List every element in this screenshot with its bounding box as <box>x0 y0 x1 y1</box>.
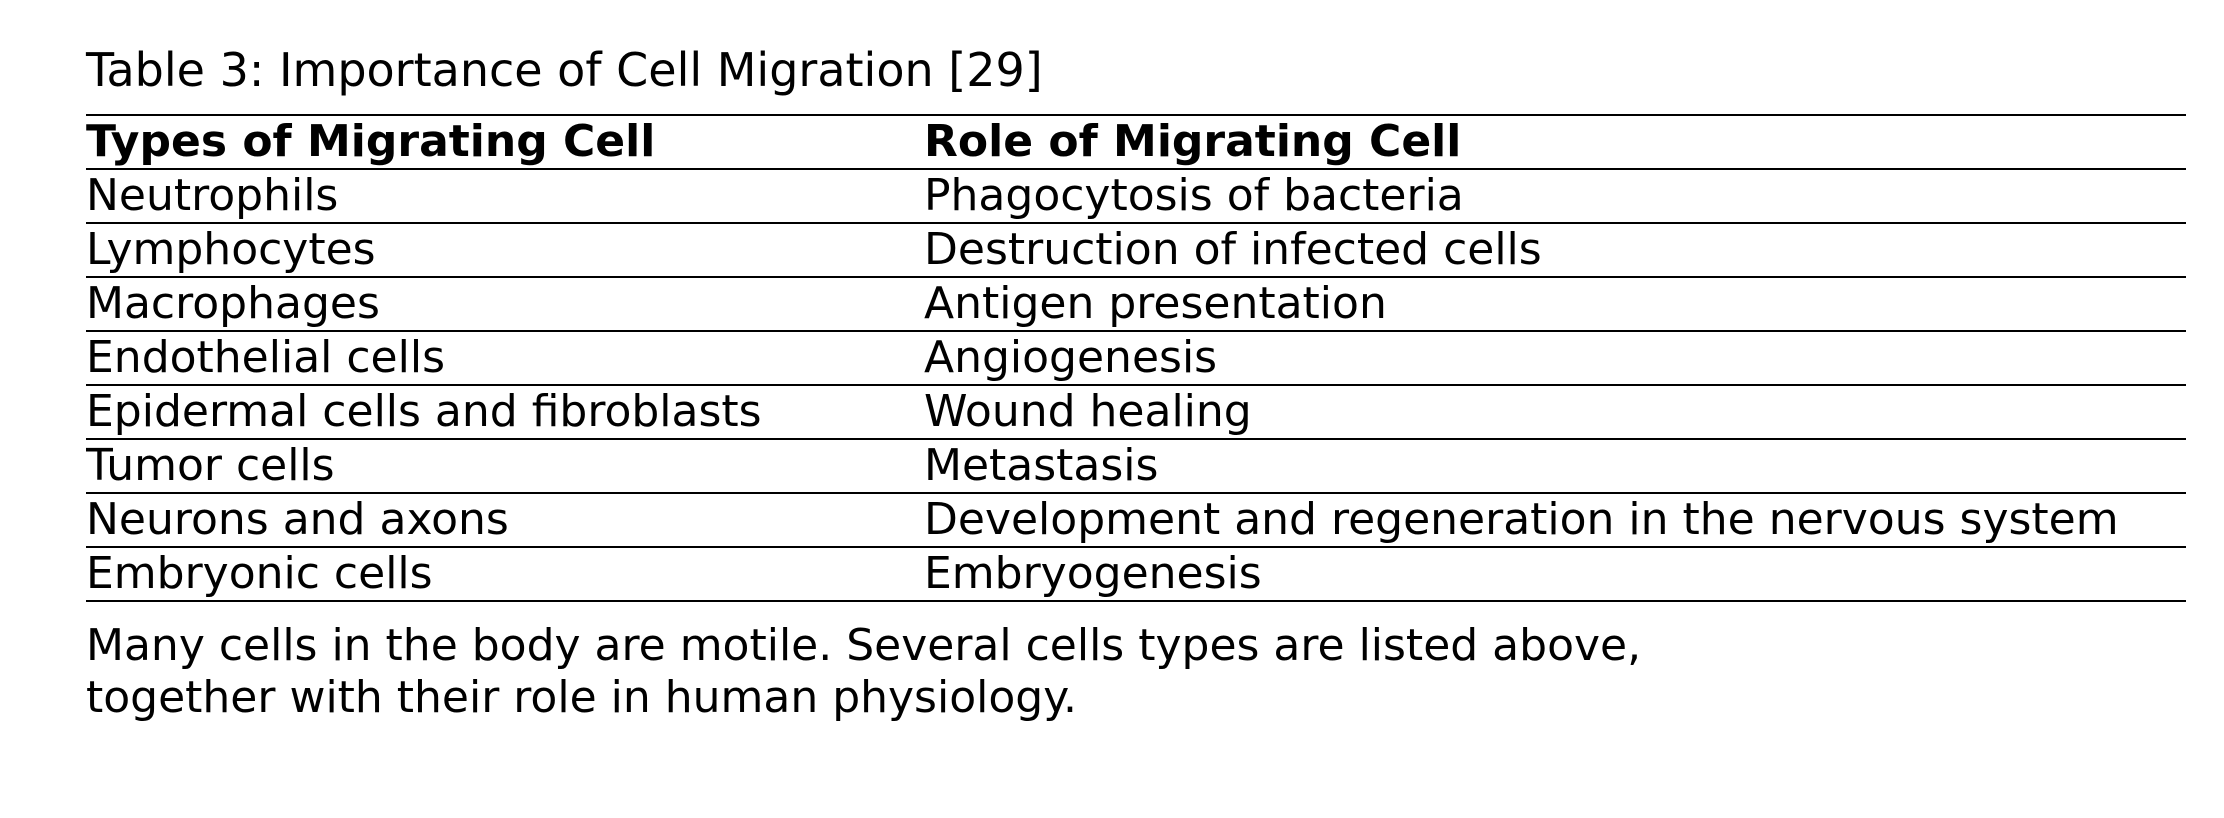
cell-type: Neutrophils <box>86 169 924 223</box>
cell-role: Development and regeneration in the nervous system <box>924 493 2186 547</box>
table-row <box>86 385 2186 439</box>
cell-type: Macrophages <box>86 277 924 331</box>
cell-role: Wound healing <box>924 385 2186 439</box>
cell-role: Destruction of infected cells <box>924 223 2186 277</box>
table-row <box>86 169 2186 223</box>
cell-type: Epidermal cells and fibroblasts <box>86 385 924 439</box>
table-row <box>86 331 2186 385</box>
cell-migration-table <box>86 114 2186 602</box>
cell-role: Metastasis <box>924 439 2186 493</box>
column-header-cell-type: Types of Migrating Cell <box>86 115 924 169</box>
cell-role: Angiogenesis <box>924 331 2186 385</box>
table-row <box>86 223 2186 277</box>
note-line: Many cells in the body are motile. Several cells types are listed above, <box>86 620 1642 671</box>
note-line: together with their role in human physiology. <box>86 672 1077 723</box>
cell-type: Neurons and axons <box>86 493 924 547</box>
cell-type: Tumor cells <box>86 439 924 493</box>
column-header-cell-role: Role of Migrating Cell <box>924 115 2186 169</box>
cell-role: Antigen presentation <box>924 277 2186 331</box>
table-row <box>86 493 2186 547</box>
table-row <box>86 439 2186 493</box>
table-caption: Table 3: Importance of Cell Migration [29] <box>86 43 1043 97</box>
table-note <box>86 620 1886 724</box>
document-page <box>86 40 2186 724</box>
cell-type: Lymphocytes <box>86 223 924 277</box>
cell-role: Embryogenesis <box>924 547 2186 601</box>
table-row <box>86 547 2186 601</box>
cell-role: Phagocytosis of bacteria <box>924 169 2186 223</box>
table-row <box>86 277 2186 331</box>
cell-type: Embryonic cells <box>86 547 924 601</box>
table-header-row <box>86 115 2186 169</box>
cell-type: Endothelial cells <box>86 331 924 385</box>
